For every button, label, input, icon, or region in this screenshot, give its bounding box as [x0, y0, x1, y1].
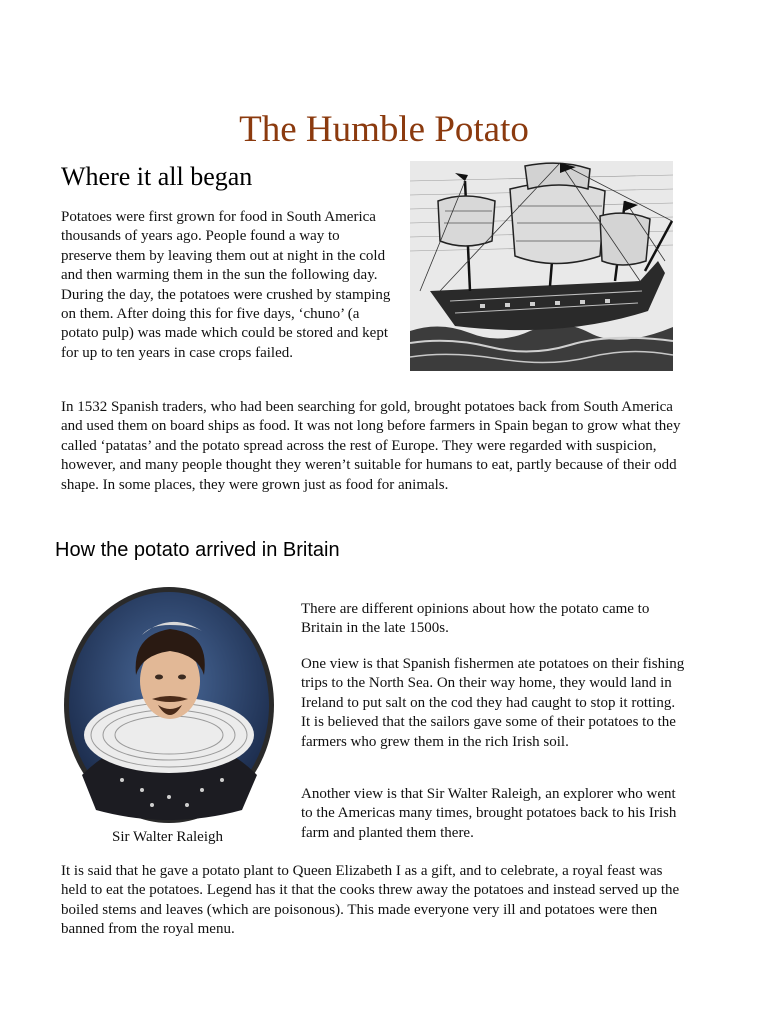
section-heading-britain: How the potato arrived in Britain: [55, 539, 340, 561]
paragraph-opinions: There are different opinions about how the potato came to Britain in the late 1500s.: [301, 601, 650, 637]
paragraph-raleigh-view: Another view is that Sir Walter Raleigh, an explorer who went to the Americas many times, brought potatoes back to his Irish farm and planted them there.: [301, 786, 677, 841]
paragraph-origins: Potatoes were first grown for food in South America thousands of years ago. People found a way to preserve them by leaving them out at night in the cold and then warming them in the sun the following day. During the day, the potatoes were crushed by stamping on them. After doing this for five days, ‘chuno’ (a potato pulp) was made which could be stored and kept for up to ten years in case crops failed.: [61, 209, 391, 361]
paragraph-spanish-fishermen: One view is that Spanish fishermen ate potatoes on their fishing trips to the North Sea. On their way home, they would land in Ireland to put salt on the cod they had caught to stop it rotting. It is believed that the sailors gave some of their potatoes to the farmers who grew them in the rich Irish soil.: [301, 656, 685, 750]
portrait-raleigh-image: [62, 585, 277, 825]
galleon-ship-image: [410, 161, 673, 371]
section-heading-origins: Where it all began: [61, 162, 253, 191]
paragraph-queen-elizabeth: It is said that he gave a potato plant to Queen Elizabeth I as a gift, and to celebrate, a royal feast was held to eat the potatoes. Legend has it that the cooks threw away the potatoes and instead served up the boiled stems and leaves (which are poisonous). This made everyone very ill and potatoes were then banned from the royal menu.: [61, 863, 680, 938]
page-title: The Humble Potato: [239, 109, 529, 150]
paragraph-spanish-traders: In 1532 Spanish traders, who had been searching for gold, brought potatoes back from South America and used them on board ships as food. It was not long before farmers in Spain began to grow what they called ‘patatas’ and the potato spread across the rest of Europe. They were regarded with suspicion, however, and many people thought they weren’t suitable for humans to eat, partly because of their odd shape. In some places, they were grown just as food for animals.: [61, 399, 681, 493]
portrait-caption: Sir Walter Raleigh: [112, 829, 223, 845]
